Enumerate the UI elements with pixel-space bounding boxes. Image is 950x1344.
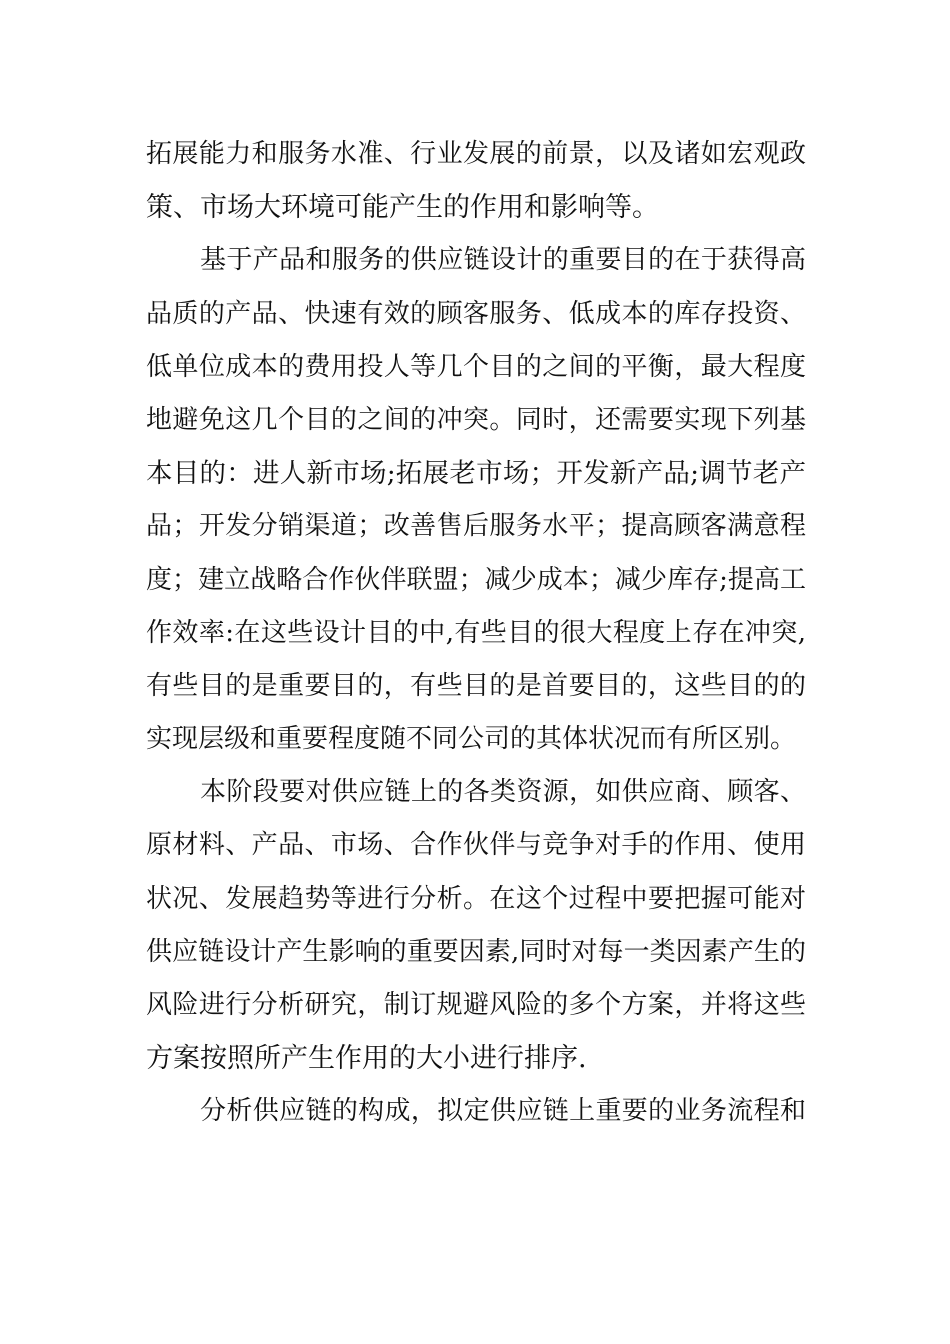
- paragraph-2-line-5: 本目的：进人新市场;拓展老市场；开发新产品;调节老产: [146, 458, 806, 490]
- paragraph-2-line-8: 作效率:在这些设计目的中,有些目的很大程度上存在冲突,: [146, 617, 806, 648]
- paragraph-2-line-3: 低单位成本的费用投人等几个目的之间的平衡，最大程度: [146, 351, 806, 382]
- paragraph-4-line-1: 分析供应链的构成，拟定供应链上重要的业务流程和: [200, 1096, 806, 1127]
- body-text: [146, 128, 806, 1139]
- paragraph-1-line-2: 策、市场大环境可能产生的作用和影响等。: [146, 192, 659, 224]
- paragraph-2-line-6: 品；开发分销渠道；改善售后服务水平；提高顾客满意程: [146, 511, 806, 542]
- paragraph-2-line-9: 有些目的是重要目的，有些目的是首要目的，这些目的的: [146, 670, 806, 701]
- paragraph-3-line-1: 本阶段要对供应链上的各类资源，如供应商、顾客、: [200, 777, 806, 808]
- paragraph-2-line-7: 度；建立战略合作伙伴联盟；减少成本；减少库存;提高工: [146, 564, 806, 595]
- paragraph-1-line-1: 拓展能力和服务水准、行业发展的前景，以及诸如宏观政: [146, 139, 806, 169]
- paragraph-2-line-10: 实现层级和重要程度随不同公司的其体状况而有所区别。: [146, 724, 797, 755]
- paragraph-2-line-2: 品质的产品、快速有效的顾客服务、低成本的库存投资、: [146, 298, 806, 329]
- paragraph-2-line-4: 地避免这几个目的之间的冲突。同时，还需要实现下列基: [146, 404, 806, 435]
- paragraph-3-line-4: 供应链设计产生影响的重要因素,同时对每一类因素产生的: [146, 936, 806, 967]
- paragraph-3-line-3: 状况、发展趋势等进行分析。在这个过程中要把握可能对: [146, 883, 806, 914]
- paragraph-2-line-1: 基于产品和服务的供应链设计的重要目的在于获得高: [200, 245, 806, 276]
- paragraph-3-line-5: 风险进行分析研究，制订规避风险的多个方案，并将这些: [146, 990, 806, 1020]
- paragraph-3-line-2: 原材料、产品、市场、合作伙伴与竞争对手的作用、使用: [146, 830, 806, 861]
- paragraph-3-line-6: 方案按照所产生作用的大小进行排序.: [146, 1043, 587, 1075]
